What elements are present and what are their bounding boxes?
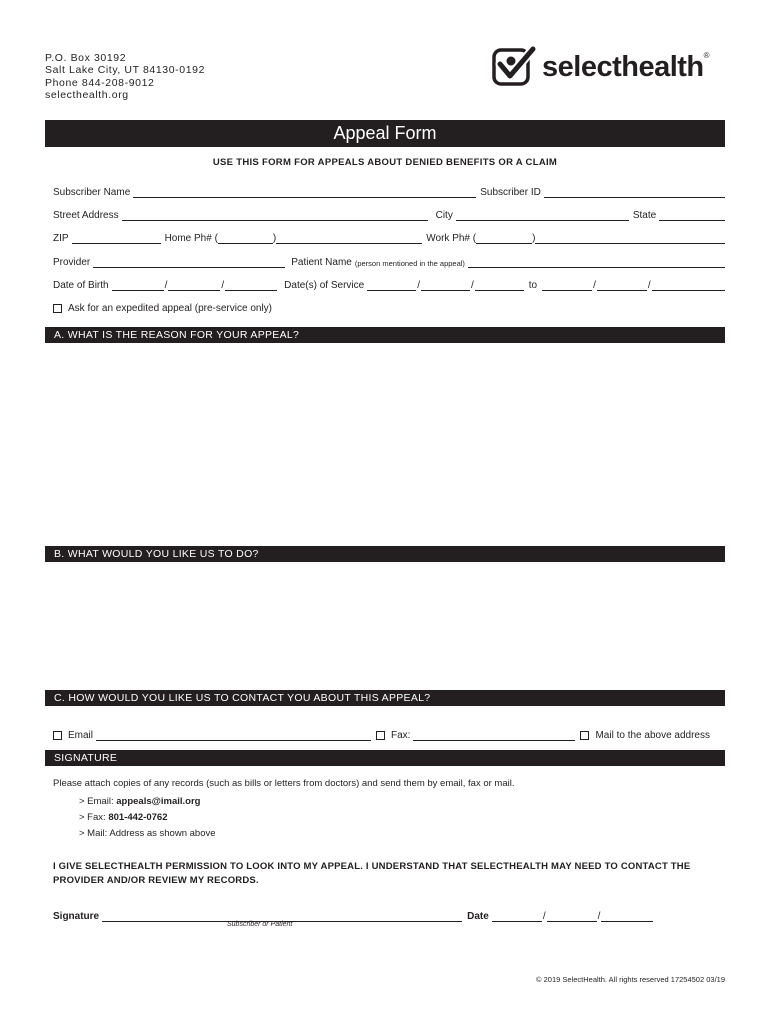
address-line: Phone 844-208-9012 [45, 76, 155, 89]
date-label: Date [467, 911, 489, 922]
date-slash: / [647, 280, 651, 291]
signature-header: SIGNATURE [45, 750, 725, 766]
email-checkbox[interactable] [53, 731, 62, 740]
fax-instruction [79, 812, 167, 823]
patient-name-field[interactable] [468, 256, 725, 268]
subscriber-name-label: Subscriber Name [53, 187, 131, 198]
mail-label: Mail to the above address [595, 730, 710, 741]
address-line: Salt Lake City, UT 84130-0192 [45, 64, 206, 77]
appeal-reason-area[interactable] [45, 343, 725, 545]
dob-label: Date of Birth [53, 280, 109, 291]
sign-date-year-field[interactable] [601, 910, 653, 922]
logo-wordmark: selecthealth® [542, 50, 710, 83]
section-b-header: B. WHAT WOULD YOU LIKE US TO DO? [45, 546, 725, 562]
work-phone-label: Work Ph# ( [426, 233, 477, 244]
footer-copyright: © 2019 SelectHealth. All rights reserved 17254502 03/19 [536, 975, 725, 984]
fax-field[interactable] [413, 729, 575, 741]
subscriber-id-field[interactable] [544, 186, 725, 198]
state-field[interactable] [659, 209, 725, 221]
service-to-day-field[interactable] [597, 279, 647, 291]
state-label: State [632, 210, 657, 221]
attach-instructions: Please attach copies of any records (such as bills or letters from doctors) and send them by email, fax or mail. [53, 778, 515, 789]
sign-date-day-field[interactable] [547, 910, 597, 922]
email-instruction [79, 796, 200, 807]
date-slash: / [597, 911, 601, 922]
provider-label: Provider [53, 257, 91, 268]
provider-field[interactable] [93, 256, 285, 268]
mail-instruction: > Mail: Address as shown above [79, 828, 216, 839]
service-to-year-field[interactable] [652, 279, 725, 291]
fax-checkbox[interactable] [376, 731, 385, 740]
section-c-header: C. HOW WOULD YOU LIKE US TO CONTACT YOU ABOUT THIS APPEAL? [45, 690, 725, 706]
date-slash: / [417, 280, 420, 291]
street-address-field[interactable] [122, 209, 428, 221]
address-row [53, 207, 725, 221]
patient-name-note: (person mentioned in the appeal) [354, 259, 465, 268]
signature-label: Signature [53, 911, 100, 922]
appeals-fax-number: 801-442-0762 [108, 812, 168, 823]
form-subtitle: USE THIS FORM FOR APPEALS ABOUT DENIED BENEFITS OR A CLAIM [212, 157, 558, 168]
subscriber-row [53, 184, 725, 198]
work-phone-field[interactable] [535, 232, 725, 244]
provider-row [53, 254, 725, 268]
date-slash: / [164, 280, 168, 291]
home-phone-area-field[interactable] [218, 232, 273, 244]
checkmark-heart-icon [492, 46, 536, 88]
dates-row [53, 277, 725, 291]
city-label: City [435, 210, 453, 221]
date-slash: / [470, 280, 474, 291]
website-link[interactable]: selecthealth.org [45, 88, 129, 101]
service-from-month-field[interactable] [367, 279, 416, 291]
patient-name-label: Patient Name [291, 257, 352, 268]
phone-row [53, 230, 725, 244]
expedited-label: Ask for an expedited appeal (pre-service only) [68, 303, 272, 314]
zip-label: ZIP [53, 233, 69, 244]
home-phone-field[interactable] [276, 232, 422, 244]
return-address [45, 52, 205, 101]
zip-field[interactable] [72, 232, 161, 244]
subscriber-id-label: Subscriber ID [480, 187, 541, 198]
dob-day-field[interactable] [168, 279, 220, 291]
permission-statement: I GIVE SELECTHEALTH PERMISSION TO LOOK INTO MY APPEAL. I UNDERSTAND THAT SELECTHEALTH MAY NEED TO CONTACT THE PROVIDER AND/OR REVIEW MY RECORDS. [53, 861, 691, 886]
email-field[interactable] [96, 729, 371, 741]
expedited-row [53, 300, 725, 314]
service-from-year-field[interactable] [475, 279, 524, 291]
service-to-month-field[interactable] [542, 279, 592, 291]
paren-close: ) [532, 233, 536, 244]
dates-of-service-label: Date(s) of Service [284, 280, 365, 291]
date-slash: / [593, 280, 596, 291]
email-label: Email [68, 730, 94, 741]
paren-close: ) [272, 233, 277, 244]
selecthealth-logo [492, 46, 709, 88]
mail-checkbox[interactable] [580, 731, 589, 740]
date-slash: / [221, 280, 225, 291]
fax-label: Fax: [391, 730, 411, 741]
subscriber-name-field[interactable] [133, 186, 476, 198]
city-field[interactable] [456, 209, 629, 221]
to-label: to [528, 280, 538, 291]
service-from-day-field[interactable] [421, 279, 470, 291]
subscriber-caption: Subscriber or Patient [227, 921, 293, 928]
dob-year-field[interactable] [225, 279, 277, 291]
address-line: P.O. Box 30192 [45, 52, 127, 64]
sign-date-month-field[interactable] [492, 910, 542, 922]
contact-row [53, 727, 725, 741]
signature-row [53, 908, 673, 922]
requested-action-area[interactable] [45, 562, 725, 690]
section-a-header: A. WHAT IS THE REASON FOR YOUR APPEAL? [45, 327, 725, 343]
expedited-checkbox[interactable] [53, 304, 62, 313]
fax-instruction-prefix: > Fax: [79, 812, 109, 823]
appeals-email-link[interactable]: appeals@imail.org [116, 796, 201, 807]
date-slash: / [542, 911, 546, 922]
form-title: Appeal Form [45, 120, 725, 147]
street-address-label: Street Address [53, 210, 119, 221]
email-instruction-prefix: > Email: [79, 796, 117, 807]
dob-month-field[interactable] [112, 279, 164, 291]
work-phone-area-field[interactable] [476, 232, 532, 244]
home-phone-label: Home Ph# ( [164, 233, 218, 244]
